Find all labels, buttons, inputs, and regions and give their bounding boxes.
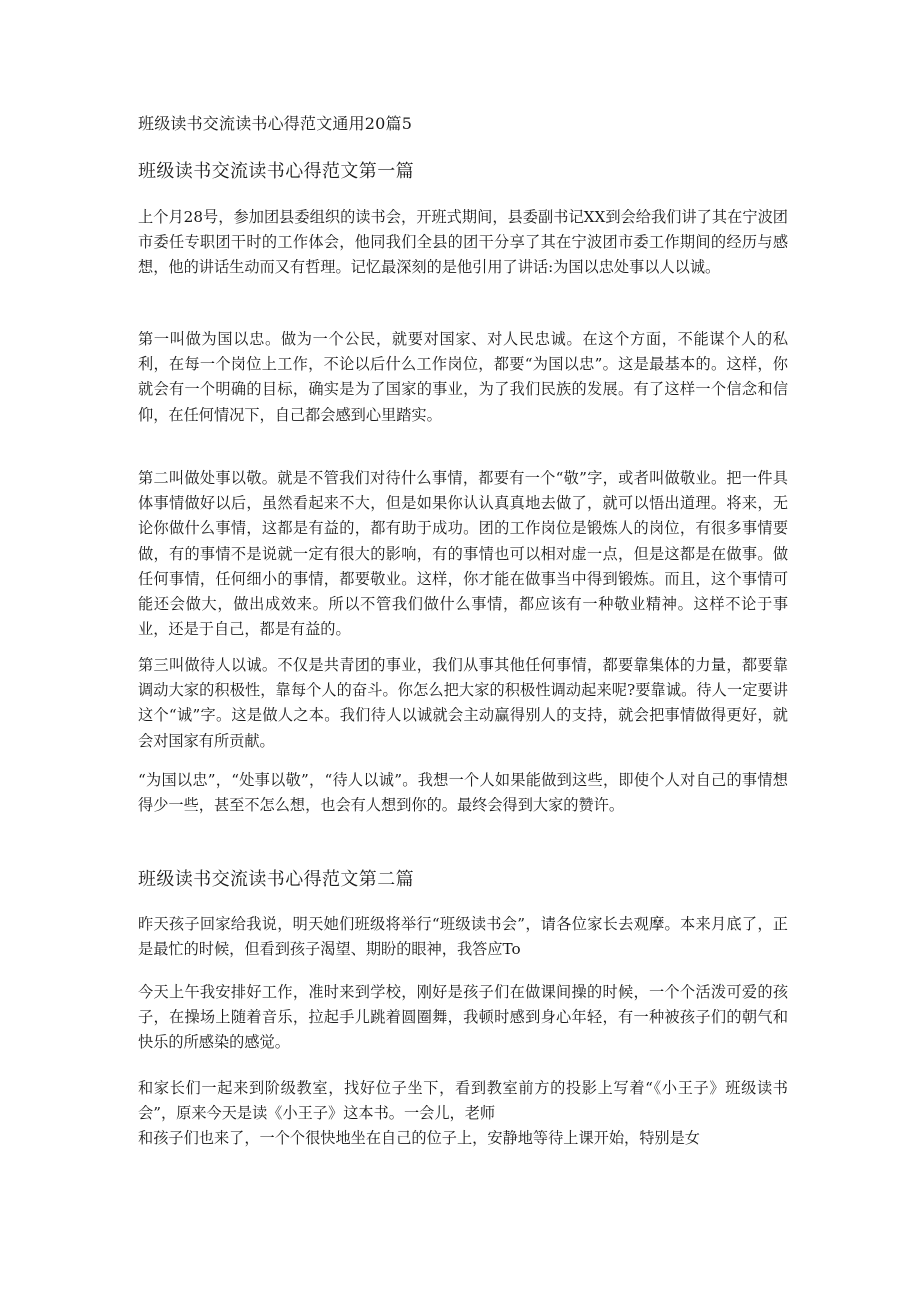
paragraph: 和孩子们也来了，一个个很快地坐在自己的位子上，安静地等待上课开始，特别是女 [138, 1129, 700, 1147]
paragraph: 第三叫做待人以诚。不仅是共青团的事业，我们从事其他任何事情，都要靠集体的力量，都要靠调动大家的积极性，靠每个人的奋斗。你怎么把大家的积极性调动起来呢?要靠诚。待人一定要讲这个“诚”字。这是做人之本。我们待人以诚就会主动赢得别人的支持，就会把事情做得更好，就会对国家有所贡献。 [138, 656, 788, 750]
paragraph: 今天上午我安排好工作，准时来到学校，刚好是孩子们在做课间操的时候，一个个活泼可爱的孩子，在操场上随着音乐，拉起手儿跳着圆圈舞，我顿时感到身心年轻，有一种被孩子们的朝气和快乐的所感染的感觉。 [138, 983, 788, 1052]
document-title: 班级读书交流读书心得范文通用20篇5 [138, 114, 413, 133]
paragraph: 第一叫做为国以忠。做为一个公民，就要对国家、对人民忠诚。在这个方面，不能谋个人的私利，在每一个岗位上工作，不论以后什么工作岗位，都要“为国以忠”。这是最基本的。这样，你就会有一个明确的目标，确实是为了国家的事业，为了我们民族的发展。有了这样一个信念和信仰，在任何情况下，自己都会感到心里踏实。 [138, 330, 788, 424]
paragraph: 昨天孩子回家给我说，明天她们班级将举行“班级读书会”，请各位家长去观摩。本来月底了，正是最忙的时候，但看到孩子渴望、期盼的眼神，我答应To [138, 915, 788, 959]
section-heading-1: 班级读书交流读书心得范文第一篇 [138, 161, 414, 182]
paragraph: 上个月28号，参加团县委组织的读书会，开班式期间，县委副书记XX到会给我们讲了其在宁波团市委任专职团干时的工作体会，他同我们全县的团干分享了其在宁波团市委工作期间的经历与感想，他的讲话生动而又有哲理。记忆最深刻的是他引用了讲话:为国以忠处事以人以诚。 [138, 208, 788, 277]
paragraph: 和家长们一起来到阶级教室，找好位子坐下，看到教室前方的投影上写着“《小王子》班级读书会”，原来今天是读《小王子》这本书。一会儿，老师 [138, 1079, 788, 1123]
paragraph: 第二叫做处事以敬。就是不管我们对待什么事情，都要有一个“敬”字，或者叫做敬业。把一件具体事情做好以后，虽然看起来不大，但是如果你认认真真地去做了，就可以悟出道理。将来，无论你做什么事情，这都是有益的，都有助于成功。团的工作岗位是锻炼人的岗位，有很多事情要做，有的事情不是说就一定有很大的影响，有的事情也可以相对虚一点，但是这都是在做事。做任何事情，任何细小的事情，都要敬业。这样，你才能在做事当中得到锻炼。而且，这个事情可能还会做大，做出成效来。所以不管我们做什么事情，都应该有一种敬业精神。这样不论于事业，还是于自己，都是有益的。 [138, 469, 788, 639]
paragraph: “为国以忠”，“处事以敬”，“待人以诚”。我想一个人如果能做到这些，即使个人对自己的事情想得少一些，甚至不怎么想，也会有人想到你的。最终会得到大家的赞许。 [138, 771, 788, 815]
section-heading-2: 班级读书交流读书心得范文第二篇 [138, 869, 414, 890]
